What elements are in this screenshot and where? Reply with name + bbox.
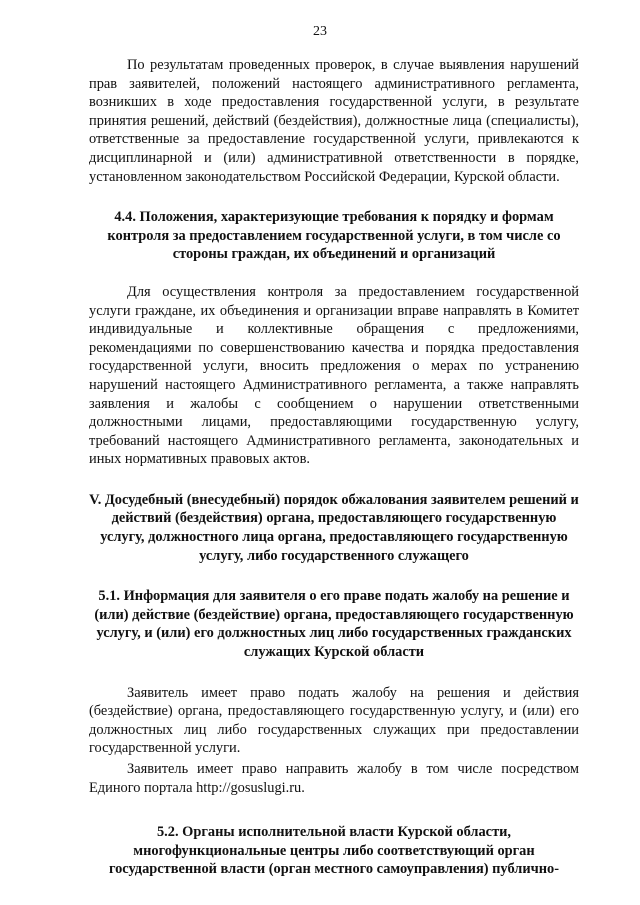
section-heading-4-4: 4.4. Положения, характеризующие требования к порядку и формам контроля за предоставлением государственной услуги, в том числе со стороны граждан, их объединений и организаций — [107, 209, 561, 263]
paragraph-inspection-results: По результатам проведенных проверок, в случае выявления нарушений прав заявителей, положений настоящего административного регламента, возникших в ходе предоставления государственной услуги, в результате принятия решений, действий (бездействия), должностные лица (специалисты), ответственные за предоставление государственной услуги, привлекаются к дисциплинарной и (или) административной ответственности в порядке, установленном законодательством Российской Федерации, Курской области. — [89, 57, 579, 185]
document-body — [89, 56, 579, 879]
page-number: 23 — [313, 24, 327, 39]
paragraph-citizen-control: Для осуществления контроля за предоставлением государственной услуги граждане, их объединения и организации вправе направлять в Комитет индивидуальные и коллективные обращения с предложениями, рекомендациями по совершенствованию качества и порядка предоставления государственной услуги, вносить предложения о мерах по устранению нарушений настоящего Административного регламента, а также направлять заявления и жалобы с сообщением о нарушении ответственными должностными лицами, предоставляющими государственную услугу, требований настоящего Административного регламента, законодательных и иных нормативных правовых актов. — [89, 283, 579, 468]
paragraph-portal-complaint: Заявитель имеет право направить жалобу в том числе посредством Единого портала http://gosuslugi.ru. — [89, 761, 579, 796]
section-heading-5-1: 5.1. Информация для заявителя о его праве подать жалобу на решение и (или) действие (бездействие) органа, предоставляющего государственную услугу, и (или) его должностных лиц либо государственных гражданских служащих Курской области — [94, 588, 574, 661]
section-heading-5-2: 5.2. Органы исполнительной власти Курской области, многофункциональные центры либо соответствующий орган государственной власти (орган местного самоуправления) публично- — [108, 824, 560, 878]
chapter-heading-v: V. Досудебный (внесудебный) порядок обжалования заявителем решений и действий (бездействия) органа, предоставляющего государственную услугу, должностного лица органа, предоставляющего государственную услугу, либо государственного служащего — [89, 491, 579, 564]
paragraph-right-to-complain: Заявитель имеет право подать жалобу на решения и действия (бездействие) органа, предоставляющего государственную услугу, и (или) его должностных лиц либо государственных служащих при предоставлении государственной услуги. — [89, 684, 579, 757]
